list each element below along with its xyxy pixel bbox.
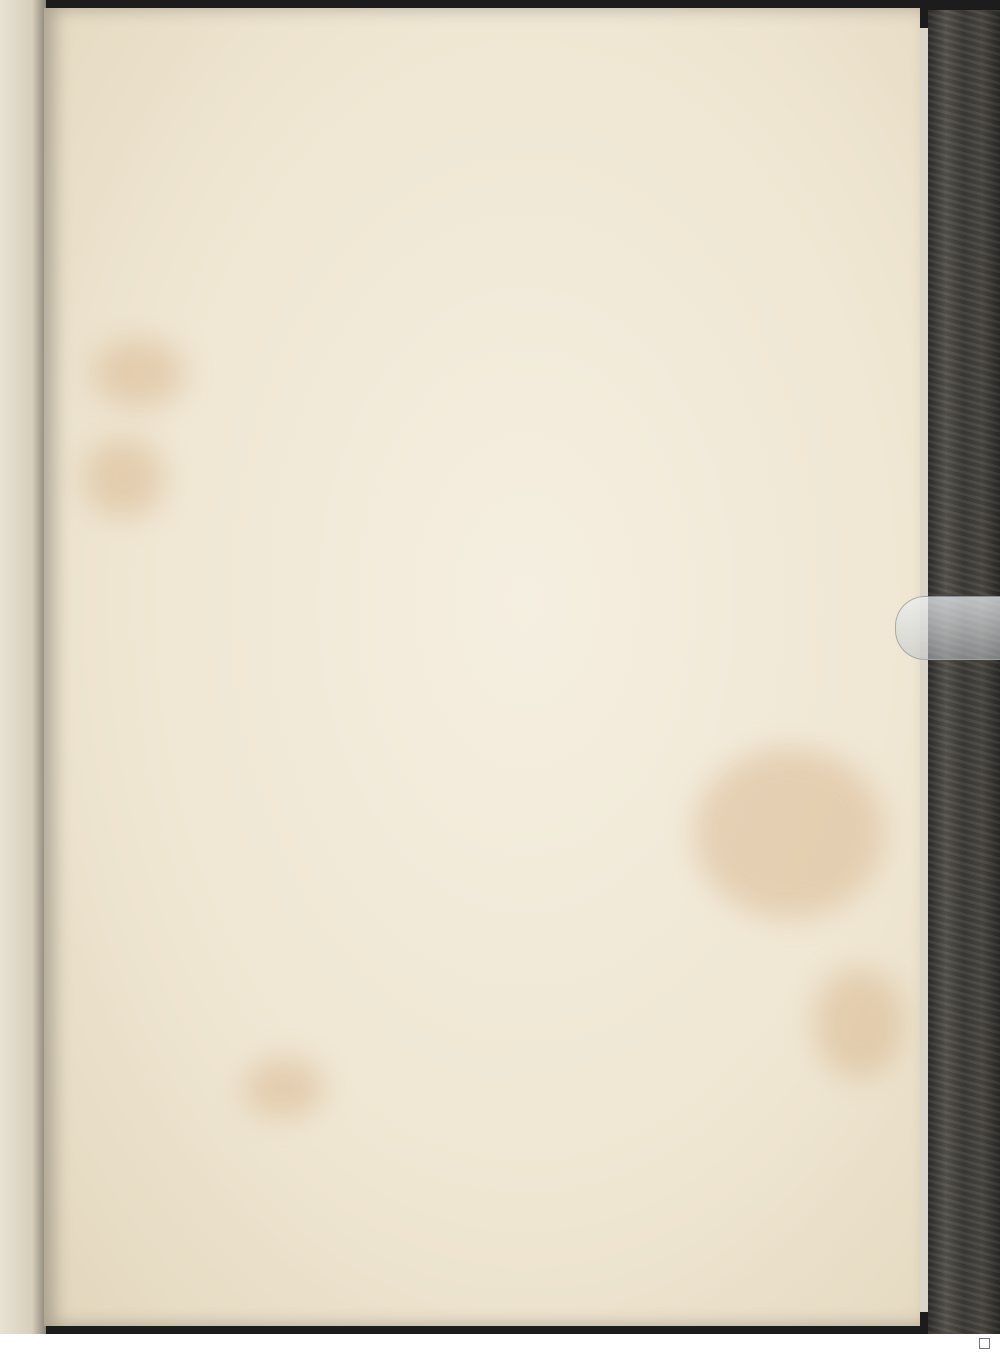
chapter-heading	[172, 158, 712, 202]
left-page-edge	[0, 0, 46, 1334]
water-stain	[94, 338, 184, 408]
page-text-block	[172, 156, 712, 202]
dfg-logo-icon	[979, 1338, 990, 1349]
digitization-footer	[0, 1334, 1000, 1359]
book-page	[44, 8, 920, 1326]
water-stain	[244, 1058, 324, 1118]
water-stain	[694, 748, 884, 918]
water-stain	[84, 438, 164, 518]
water-stain	[814, 968, 904, 1078]
page-holder-clip	[895, 596, 1000, 660]
book-cover-board	[928, 10, 1000, 1334]
dfg-logo	[979, 1338, 992, 1351]
